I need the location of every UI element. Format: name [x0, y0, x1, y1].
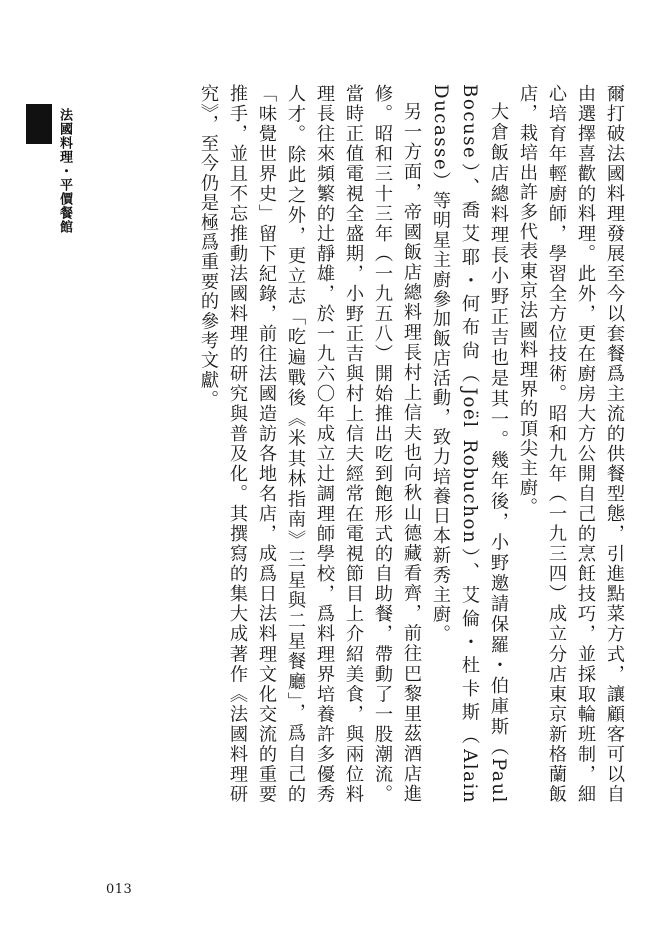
page-number: 013 [106, 882, 133, 897]
paragraph-2: 大倉飯店總料理長小野正吉也是其一。幾年後，小野邀請保羅・伯庫斯（Paul Bocuse）、喬艾耶・何布尙（Joël Robuchon）、艾倫・杜卡斯（Alain Ducasse）等明星主廚參加飯店活動，致力培養日本新秀主廚。 [430, 84, 509, 804]
section-marker-block [26, 104, 52, 144]
body-text [84, 84, 629, 804]
paragraph-3: 另一方面，帝國飯店總料理長村上信夫也向秋山德藏看齊，前往巴黎里茲酒店進修。昭和三十三年（一九五八）開始推出吃到飽形式的自助餐，帶動了一股潮流。當時正值電視全盛期，小野正吉與村上信夫經常在電視節目上介紹美食，與兩位料理長往來頻繁的辻靜雄，於一九六〇年成立辻調理師學校，爲料理界培養許多優秀人才。除此之外，更立志「吃遍戰後《米其林指南》三星與二星餐廳」，爲自己的「味覺世界史」留下紀錄，前往法國造訪各地名店，成爲日法料理文化交流的重要推手，並且不忘推動法國料理的研究與普及化。其撰寫的集大成著作《法國料理研究》，至今仍是極爲重要的參考文獻。 [198, 84, 422, 804]
running-header-title: 法國料理・平價餐館 [57, 108, 72, 234]
paragraph-1: 爾打破法國料理發展至今以套餐爲主流的供餐型態，引進點菜方式，讓顧客可以自由選擇喜歡的料理。此外，更在廚房大方公開自己的烹飪技巧，並採取輪班制，細心培育年輕廚師，學習全方位技術。昭和九年（一九三四）成立分店東京新格蘭飯店，栽培出許多代表東京法國料理界的頂尖主廚。 [517, 84, 625, 804]
